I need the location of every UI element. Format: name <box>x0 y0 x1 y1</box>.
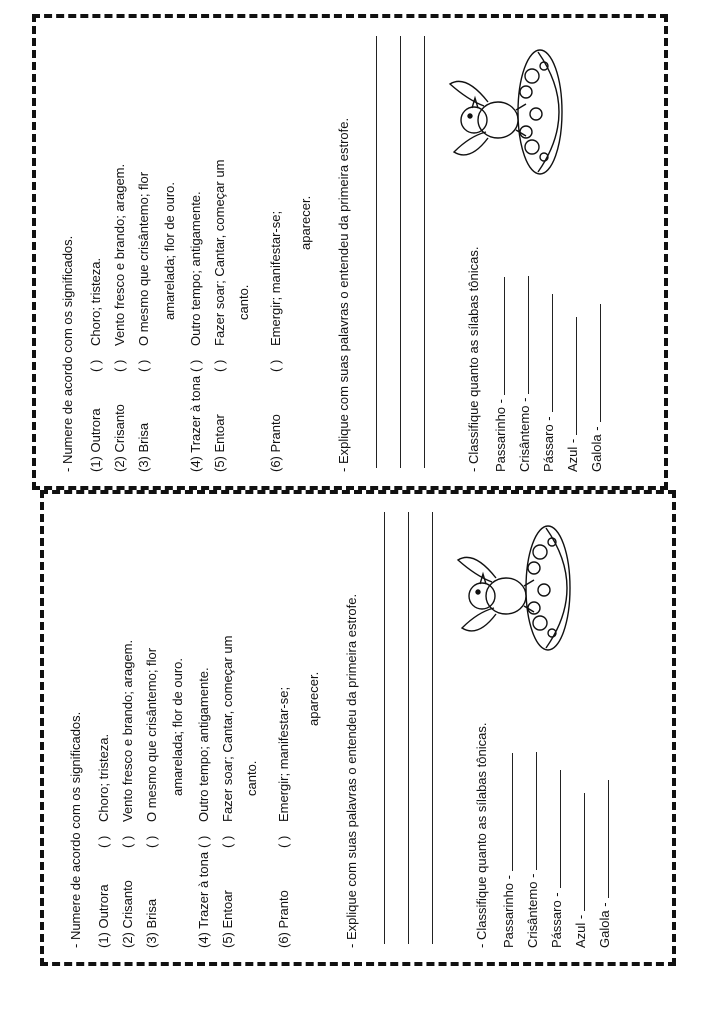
classify-item: Crisântemo - <box>524 752 546 948</box>
classify-item: Pássaro - <box>548 770 570 948</box>
match-row: (4) Trazer à tona ( ) Outro tempo; antigamente. <box>196 667 211 948</box>
q3-instruction: - Classifique quanto as sílabas tônicas. <box>466 246 481 472</box>
answer-blank <box>540 294 553 412</box>
meaning-continuation: canto. <box>244 760 259 796</box>
answer-blank <box>524 752 537 870</box>
meaning-continuation: amarelada; flor de ouro. <box>162 181 177 320</box>
match-row: (3) Brisa ( ) O mesmo que crisântemo; flor <box>144 647 159 948</box>
answer-blank <box>588 304 601 422</box>
meaning-continuation: aparecer. <box>298 195 313 250</box>
match-row: (5) Entoar ( ) Fazer soar; Cantar, começar um <box>212 159 227 472</box>
q1-instruction: - Numere de acordo com os significados. <box>68 711 83 948</box>
match-row: (2) Crisanto ( ) Vento fresco e brando; aragem. <box>120 639 135 948</box>
q2-instruction: - Explique com suas palavras o entendeu da primeira estrofe. <box>344 593 359 948</box>
classify-item: Passarinho - <box>500 753 522 948</box>
meaning-continuation: aparecer. <box>306 671 321 726</box>
classify-item: Galola - <box>588 304 610 472</box>
meaning-continuation: canto. <box>236 284 251 320</box>
classify-item: Crisântemo - <box>516 276 538 472</box>
match-row: (1) Outrora ( ) Choro; tristeza. <box>96 733 111 948</box>
q3-instruction: - Classifique quanto as sílabas tônicas. <box>474 722 489 948</box>
worksheet-card-bottom <box>40 490 676 966</box>
writing-line <box>376 36 377 468</box>
q2-instruction: - Explique com suas palavras o entendeu da primeira estrofe. <box>336 117 351 472</box>
answer-blank <box>500 753 513 871</box>
worksheet-card-top <box>32 14 668 490</box>
match-row: (2) Crisanto ( ) Vento fresco e brando; aragem. <box>112 163 127 472</box>
match-row: (4) Trazer à tona ( ) Outro tempo; antigamente. <box>188 191 203 472</box>
writing-line <box>424 36 425 468</box>
answer-blank <box>564 317 577 435</box>
meaning-continuation: amarelada; flor de ouro. <box>170 657 185 796</box>
answer-blank <box>548 770 561 888</box>
writing-line <box>384 512 385 944</box>
q1-instruction: - Numere de acordo com os significados. <box>60 235 75 472</box>
classify-item: Galola - <box>596 780 618 948</box>
match-row: (6) Pranto ( ) Emergir; manifestar-se; <box>268 210 283 472</box>
classify-item: Passarinho - <box>492 277 514 472</box>
match-row: (1) Outrora ( ) Choro; tristeza. <box>88 257 103 472</box>
match-row: (6) Pranto ( ) Emergir; manifestar-se; <box>276 686 291 948</box>
answer-blank <box>492 277 505 395</box>
bird-basket-illustration <box>448 508 588 668</box>
bird-basket-illustration <box>440 32 580 192</box>
classify-item: Azul - <box>572 793 594 948</box>
answer-blank <box>572 793 585 911</box>
classify-item: Azul - <box>564 317 586 472</box>
writing-line <box>408 512 409 944</box>
writing-line <box>400 36 401 468</box>
answer-blank <box>596 780 609 898</box>
match-row: (5) Entoar ( ) Fazer soar; Cantar, começar um <box>220 635 235 948</box>
answer-blank <box>516 276 529 394</box>
classify-item: Pássaro - <box>540 294 562 472</box>
writing-line <box>432 512 433 944</box>
match-row: (3) Brisa ( ) O mesmo que crisântemo; flor <box>136 171 151 472</box>
